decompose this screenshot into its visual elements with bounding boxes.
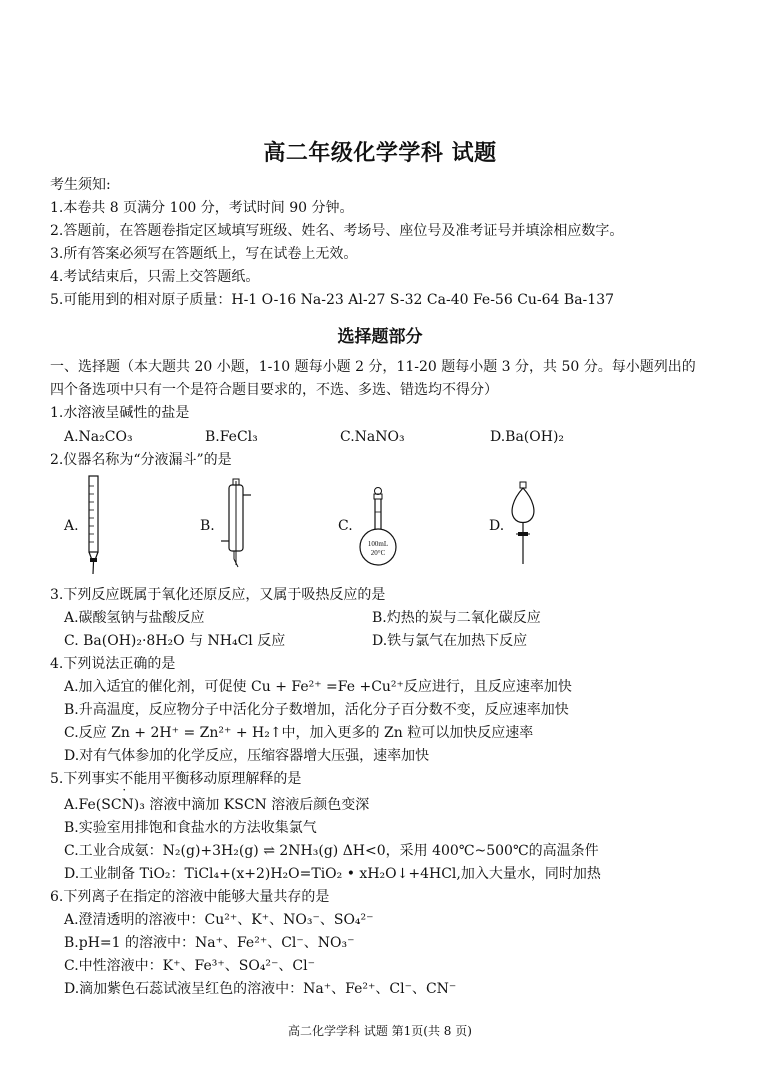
instructions-line: 一、选择题（本大题共 20 小题，1-10 题每小题 2 分，11-20 题每小题 3 分，共 50 分。每小题列出的: [50, 359, 696, 375]
option-b: B.灼热的炭与二氧化碳反应: [372, 610, 541, 626]
option-a: A.碳酸氢钠与盐酸反应: [64, 610, 205, 626]
question-stem: [50, 770, 301, 788]
page-title: 高二年级化学学科 试题: [263, 140, 497, 166]
option-c: C.工业合成氨：N₂(g)+3H₂(g) ⇌ 2NH₃(g) ΔH<0，采用 400℃~500℃的高温条件: [64, 843, 599, 859]
option-b: B.实验室用排饱和食盐水的方法收集氯气: [64, 820, 317, 836]
option-a: A.澄清透明的溶液中：Cu²⁺、K⁺、NO₃⁻、SO₄²⁻: [64, 912, 374, 928]
question-stem: 1.水溶液呈碱性的盐是: [50, 405, 190, 421]
option-c: C. Ba(OH)₂·8H₂O 与 NH₄Cl 反应: [64, 633, 286, 649]
question-stem: 4.下列说法正确的是: [50, 656, 176, 672]
option-a: A.: [64, 518, 79, 534]
option-d: D.工业制备 TiO₂：TiCl₄+(x+2)H₂O=TiO₂ • xH₂O↓+4HCl,加入大量水，同时加热: [64, 866, 601, 882]
notice-item: 3.所有答案必须写在答题纸上，写在试卷上无效。: [50, 246, 358, 262]
option-d: D.Ba(OH)₂: [490, 429, 565, 445]
instructions-line: 四个备选项中只有一个是符合题目要求的，不选、多选、错选均不得分）: [50, 382, 498, 398]
notice-item: 1.本卷共 8 页满分 100 分，考试时间 90 分钟。: [50, 200, 354, 216]
option-b: B.: [200, 518, 215, 534]
question-stem: 3.下列反应既属于氧化还原反应，又属于吸热反应的是: [50, 587, 386, 603]
notice-item: 4.考试结束后，只需上交答题纸。: [50, 269, 260, 285]
option-c: C.: [338, 518, 353, 534]
option-b: B.pH=1 的溶液中：Na⁺、Fe²⁺、Cl⁻、NO₃⁻: [64, 935, 355, 951]
section-title: 选择题部分: [337, 327, 423, 347]
option-c: C.反应 Zn + 2H⁺ = Zn²⁺ + H₂↑中，加入更多的 Zn 粒可以加快反应速率: [64, 725, 534, 741]
condenser-icon: [220, 477, 254, 569]
option-b: B.FeCl₃: [205, 429, 258, 445]
option-d: D.滴加紫色石蕊试液呈红色的溶液中：Na⁺、Fe²⁺、Cl⁻、CN⁻: [64, 981, 457, 997]
question-stem: 6.下列离子在指定的溶液中能够大量共存的是: [50, 889, 330, 905]
option-d: D.对有气体参加的化学反应，压缩容器增大压强，速率加快: [64, 748, 430, 764]
option-d: D.: [489, 518, 505, 534]
stem-emphasis: 不能: [119, 771, 148, 787]
option-a: A.Fe(SCN)₃ 溶液中滴加 KSCN 溶液后颜色变深: [64, 797, 370, 813]
option-b: B.升高温度，反应物分子中活化分子数增加，活化分子百分数不变，反应速率加快: [64, 702, 569, 718]
page-footer: 高二化学学科 试题 第1页(共 8 页): [288, 1024, 472, 1038]
notice-item: 2.答题前，在答题卷指定区域填写班级、姓名、考场号、座位号及准考证号并填涂相应数字。: [50, 223, 624, 239]
question-stem: 2.仪器名称为“分液漏斗”的是: [50, 452, 232, 468]
stem-part: 用平衡移动原理解释的是: [147, 771, 302, 787]
burette-icon: [82, 474, 106, 578]
option-a: A.Na₂CO₃: [64, 429, 133, 445]
option-c: C.中性溶液中：K⁺、Fe³⁺、SO₄²⁻、Cl⁻: [64, 958, 316, 974]
option-d: D.铁与氯气在加热下反应: [372, 633, 528, 649]
notice-heading: 考生须知:: [50, 177, 111, 193]
flask-temp-label: 20°C: [370, 549, 386, 557]
separatory-funnel-icon: [508, 480, 538, 566]
volumetric-flask-icon: [356, 486, 400, 566]
option-a: A.加入适宜的催化剂，可促使 Cu + Fe²⁺ =Fe +Cu²⁺反应进行，且反应速率加快: [64, 679, 572, 695]
flask-volume-label: 100mL: [367, 540, 389, 548]
option-c: C.NaNO₃: [340, 429, 405, 445]
notice-item: 5.可能用到的相对原子质量：H-1 O-16 Na-23 Al-27 S-32 Ca-40 Fe-56 Cu-64 Ba-137: [50, 292, 615, 308]
stem-part: 5.下列事实: [50, 771, 120, 787]
